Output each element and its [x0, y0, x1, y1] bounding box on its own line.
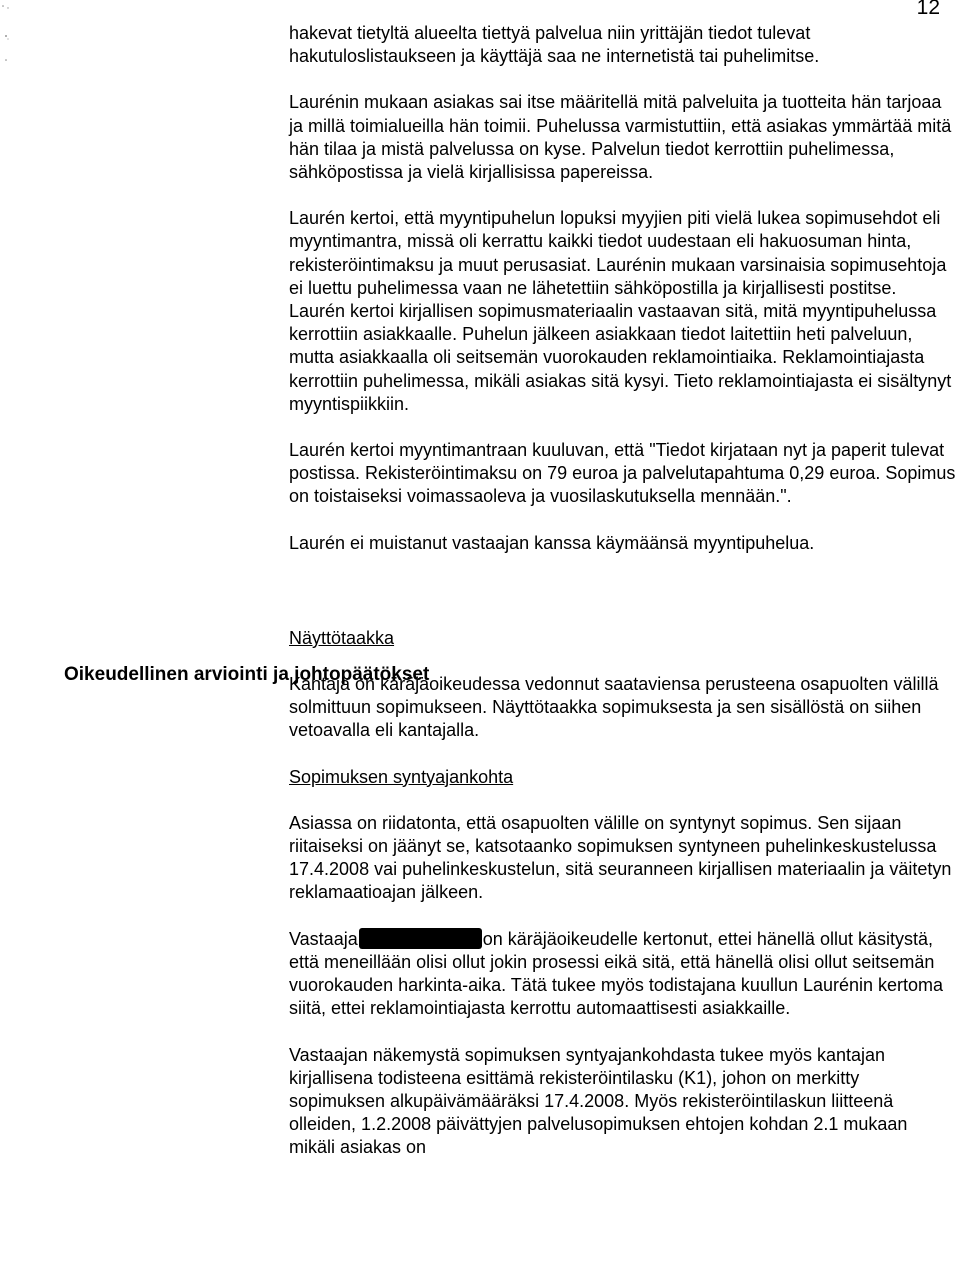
redaction-bar	[359, 928, 482, 949]
paragraph-burden-of-proof: Kantaja on käräjäoikeudessa vedonnut saataviensa perusteena osapuolten välillä solmittuun sopimukseen. Näyttötaakka sopimuksesta ja sen sisällöstä on siihen vetoavalla eli kantajalla.	[289, 674, 939, 741]
body-text	[289, 22, 957, 1160]
paragraph-defendant-view: Vastaajan näkemystä sopimuksen syntyajankohdasta tukee myös kantajan kirjallisena todisteena esittämä rekisteröintilasku (K1), johon on merkitty sopimuksen alkupäivämääräksi 17.4.2008. Myös rekisteröintilaskun liitteenä olleiden, 1.2.2008 päivättyjen palvelusopimuksen ehtojen kohdan 2.1 mukaan mikäli asiakas on	[289, 1044, 908, 1158]
subheading-burden-of-proof: Näyttötaakka	[289, 627, 395, 648]
paragraph-undisputed-contract: Asiassa on riidatonta, että osapuolten välille on syntynyt sopimus. Sen sijaan riitaiseksi on jäänyt se, katsotaanko sopimuksen syntyneen puhelinkeskustelussa 17.4.2008 vai puhelinkeskustelun, sitä seuranneen kirjallisen materiaalin ja väitetyn reklamaatioajan jälkeen.	[289, 812, 952, 903]
paragraph-service-definition: Laurénin mukaan asiakas sai itse määritellä mitä palveluita ja tuotteita hän tarjoaa ja millä toimialueilla hän toimii. Puhelussa varmistuttiin, että asiakas ymmärtää mitä hän tilaa ja mistä palvelussa on kyse. Palvelun tiedot kerrottiin puhelimessa, sähköpostissa ja vielä kirjallisissa papereissa.	[289, 92, 952, 183]
section-heading: Oikeudellinen arviointi ja johtopäätökset	[64, 664, 430, 685]
paragraph-no-memory: Laurén ei muistanut vastaajan kanssa käymäänsä myyntipuhelua.	[289, 532, 815, 553]
paragraph-sales-call-end: Laurén kertoi, että myyntipuhelun lopuksi myyjien piti vielä lukea sopimusehdot eli myyntimantra, missä oli kerrattu kaikki tiedot uudestaan eli hakuosuman hinta, rekisteröintimaksu ja muut perusasiat. Laurénin mukaan varsinaisia sopimusehtoja ei luettu puhelimessa vaan ne lähetettiin sähköpostilla ja kirjallisesti postitse. Laurén kertoi kirjallisen sopimusmateriaalin vastaavan sitä, mitä myyntipuhelussa kerrottiin asiakkaalle. Puhelun jälkeen asiakkaan tiedot laitettiin heti palveluun, mutta asiakkaalla oli seitsemän vuorokauden reklamointiaika. Reklamointiajasta kerrottiin puhelimessa, mikäli asiakas sitä kysyi. Tieto reklamointiajasta ei sisältynyt myyntispiikkiin.	[289, 208, 952, 414]
subheading-contract-date: Sopimuksen syntyajankohta	[289, 766, 514, 787]
page-number: 12	[916, 0, 940, 19]
scan-artifact-marks	[0, 0, 20, 70]
paragraph-sales-mantra: Laurén kertoi myyntimantraan kuuluvan, että "Tiedot kirjataan nyt ja paperit tulevat postissa. Rekisteröintimaksu on 79 euroa ja palvelutapahtuma 0,29 euroa. Sopimus on toistaiseksi voimassaoleva ja vuosilaskutuksella mennään.".	[289, 440, 956, 507]
paragraph-defendant-statement: Vastaaja on käräjäoikeudelle kertonut, ettei hänellä ollut käsitystä, että meneillään olisi ollut jokin prosessi eikä sitä, että hänellä olisi ollut seitsemän vuorokauden harkinta-aika. Tätä tukee myös todistajana kuullun Laurénin kertoma siitä, ettei reklamointiajasta kerrottu automaattisesti asiakkaille.	[289, 928, 944, 1019]
paragraph-continued: hakevat tietyltä alueelta tiettyä palvelua niin yrittäjän tiedot tulevat hakutuloslistaukseen ja käyttäjä saa ne internetistä tai puhelimitse.	[289, 23, 820, 67]
